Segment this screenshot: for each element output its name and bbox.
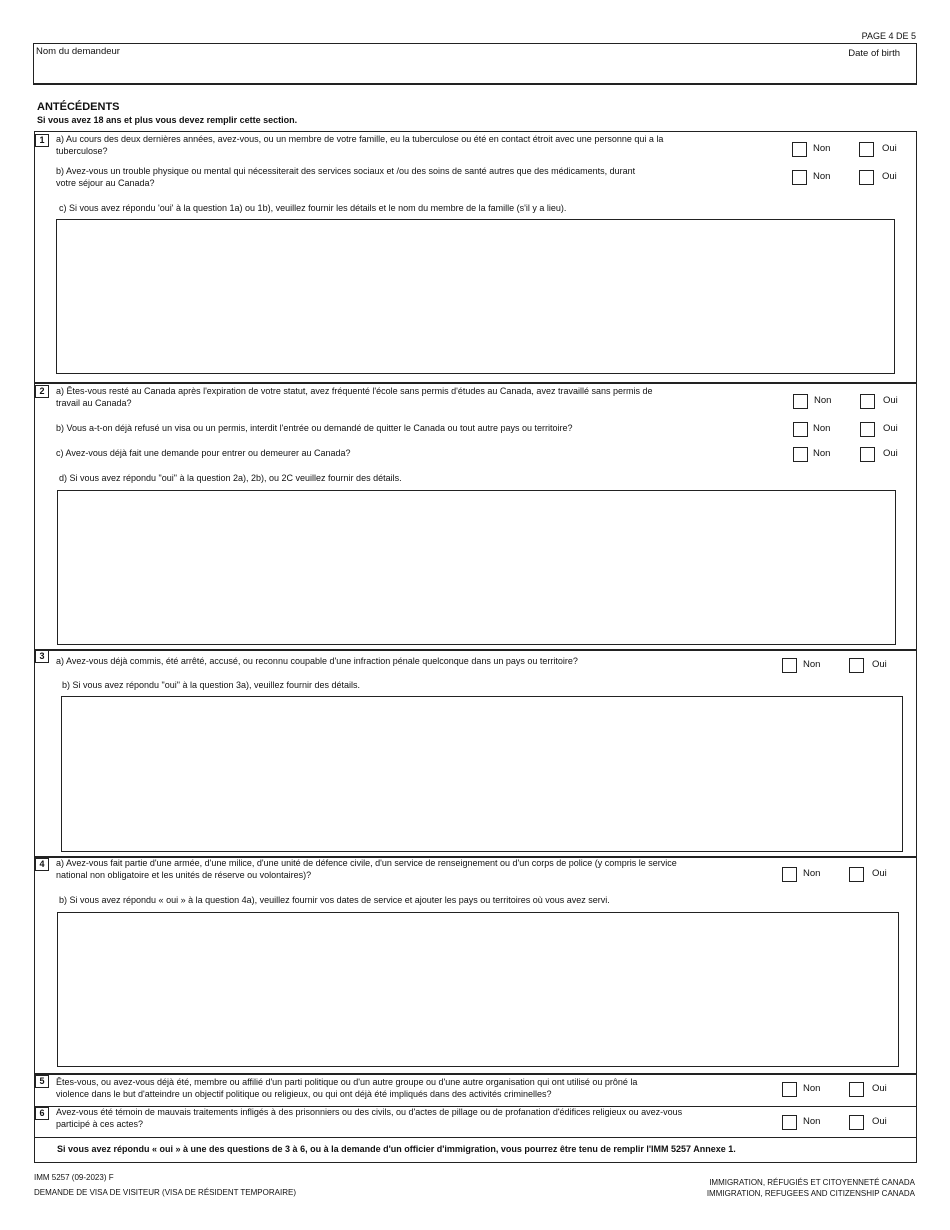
q2b-text: b) Vous a-t-on déjà refusé un visa ou un permis, interdit l'entrée ou demandé de quitter le Canada ou tout autre pays ou territoire? — [56, 423, 573, 433]
q3a-text: a) Avez-vous déjà commis, été arrêté, accusé, ou reconnu coupable d'une infraction pénale quelconque dans un pays ou territoire? — [56, 656, 578, 666]
section-title: ANTÉCÉDENTS — [37, 101, 120, 113]
question-6-number: 6 — [35, 1107, 49, 1120]
q3b-text: b) Si vous avez répondu "oui" à la question 3a), veuillez fournir des détails. — [62, 680, 361, 690]
q2c-oui-label: Oui — [883, 448, 898, 459]
q2a-oui-label: Oui — [883, 395, 898, 406]
applicant-name-input[interactable] — [35, 58, 815, 82]
q2b-non-label: Non — [813, 423, 831, 434]
q3a-oui-checkbox[interactable] — [849, 658, 864, 673]
q2b-oui-label: Oui — [883, 423, 898, 434]
form-title: DEMANDE DE VISA DE VISITEUR (VISA DE RÉSIDENT TEMPORAIRE) — [34, 1188, 296, 1197]
q2a-oui-checkbox[interactable] — [860, 394, 875, 409]
q4a-non-checkbox[interactable] — [782, 867, 797, 882]
q2a-non-label: Non — [814, 395, 832, 406]
section-subtitle: Si vous avez 18 ans et plus vous devez remplir cette section. — [37, 115, 298, 125]
q3a-non-label: Non — [803, 659, 821, 670]
q2c-non-checkbox[interactable] — [793, 447, 808, 462]
q3a-non-checkbox[interactable] — [782, 658, 797, 673]
form-code: IMM 5257 (09-2023) F — [34, 1173, 114, 1182]
q1a-oui-label: Oui — [882, 143, 897, 154]
q2a-text-line2: travail au Canada? — [56, 398, 132, 408]
q1b-text-line2: votre séjour au Canada? — [56, 178, 155, 188]
q2c-text: c) Avez-vous déjà fait une demande pour entrer ou demeurer au Canada? — [56, 448, 351, 458]
date-of-birth-input[interactable] — [820, 60, 914, 82]
q1a-text-line2: tuberculose? — [56, 146, 108, 156]
date-of-birth-label: Date of birth — [848, 48, 900, 59]
q6-oui-label: Oui — [872, 1116, 887, 1127]
q2c-oui-checkbox[interactable] — [860, 447, 875, 462]
q2c-non-label: Non — [813, 448, 831, 459]
q2b-non-checkbox[interactable] — [793, 422, 808, 437]
q6-non-checkbox[interactable] — [782, 1115, 797, 1130]
question-1-number: 1 — [35, 134, 49, 147]
q1a-non-checkbox[interactable] — [792, 142, 807, 157]
q5-oui-label: Oui — [872, 1083, 887, 1094]
q1c-details-textarea[interactable] — [56, 219, 895, 374]
question-2-number: 2 — [35, 385, 49, 398]
annex-notice: Si vous avez répondu « oui » à une des questions de 3 à 6, ou à la demande d'un officier d'immigration, vous pourrez être tenu de remplir l'IMM 5257 Annexe 1. — [57, 1144, 736, 1154]
q1b-non-checkbox[interactable] — [792, 170, 807, 185]
q5-text-line2: violence dans le but d'atteindre un objectif politique ou religieux, ou qui ont déjà été impliqués dans des activités criminelles? — [56, 1089, 552, 1099]
q6-text-line2: participé à ces actes? — [56, 1119, 144, 1129]
page-number: PAGE 4 DE 5 — [861, 31, 916, 41]
q4a-oui-label: Oui — [872, 868, 887, 879]
department-name-fr: IMMIGRATION, RÉFUGIÉS ET CITOYENNETÉ CANADA — [709, 1178, 915, 1187]
q1a-oui-checkbox[interactable] — [859, 142, 874, 157]
q4a-non-label: Non — [803, 868, 821, 879]
q4b-details-textarea[interactable] — [57, 912, 899, 1067]
q5-non-label: Non — [803, 1083, 821, 1094]
q4a-text-line2: national non obligatoire et les unités de réserve ou volontaires)? — [56, 870, 312, 880]
q1b-text-line1: b) Avez-vous un trouble physique ou mental qui nécessiterait des services sociaux et /ou des soins de santé autres que des médicaments, durant — [56, 166, 636, 176]
q2d-text: d) Si vous avez répondu "oui" à la question 2a), 2b), ou 2C veuillez fournir des détails. — [59, 473, 402, 483]
q2a-text-line1: a) Êtes-vous resté au Canada après l'expiration de votre statut, avez fréquenté l'école sans permis d'études au Canada, avez travaillé sans permis de — [56, 386, 653, 396]
applicant-name-label: Nom du demandeur — [36, 46, 120, 57]
question-3-number: 3 — [35, 650, 49, 663]
q4b-text: b) Si vous avez répondu « oui » à la question 4a), veuillez fournir vos dates de service et ajouter les pays ou territoires où vous avez servi. — [59, 895, 610, 905]
q3a-oui-label: Oui — [872, 659, 887, 670]
q3b-details-textarea[interactable] — [61, 696, 903, 852]
q6-text-line1: Avez-vous été témoin de mauvais traitements infligés à des prisonniers ou des civils, ou d'actes de pillage ou de profanation d'édifices religieux ou avez-vous — [56, 1107, 683, 1117]
question-4-number: 4 — [35, 858, 49, 871]
q1a-non-label: Non — [813, 143, 831, 154]
q1a-text-line1: a) Au cours des deux dernières années, avez-vous, ou un membre de votre famille, eu la tuberculose ou été en contact étroit avec une personne qui a la — [56, 134, 664, 144]
q2d-details-textarea[interactable] — [57, 490, 896, 645]
q1b-oui-label: Oui — [882, 171, 897, 182]
q1c-text: c) Si vous avez répondu 'oui' à la question 1a) ou 1b), veuillez fournir les détails et le nom du membre de la famille (s'il y a lieu). — [59, 203, 567, 213]
q4a-text-line1: a) Avez-vous fait partie d'une armée, d'une milice, d'une unité de défence civile, d'un service de renseignement ou d'un corps de police (y compris le service — [56, 858, 677, 868]
question-5-number: 5 — [35, 1075, 49, 1088]
q1b-non-label: Non — [813, 171, 831, 182]
q5-oui-checkbox[interactable] — [849, 1082, 864, 1097]
department-name-en: IMMIGRATION, REFUGEES AND CITIZENSHIP CANADA — [706, 1189, 915, 1198]
q4a-oui-checkbox[interactable] — [849, 867, 864, 882]
q1b-oui-checkbox[interactable] — [859, 170, 874, 185]
q6-oui-checkbox[interactable] — [849, 1115, 864, 1130]
q2a-non-checkbox[interactable] — [793, 394, 808, 409]
q2b-oui-checkbox[interactable] — [860, 422, 875, 437]
q5-non-checkbox[interactable] — [782, 1082, 797, 1097]
q6-non-label: Non — [803, 1116, 821, 1127]
q5-text-line1: Êtes-vous, ou avez-vous déjà été, membre ou affilié d'un parti politique ou d'un autre groupe ou d'une autre organisation qui ont utilisé ou prôné la — [56, 1077, 638, 1087]
